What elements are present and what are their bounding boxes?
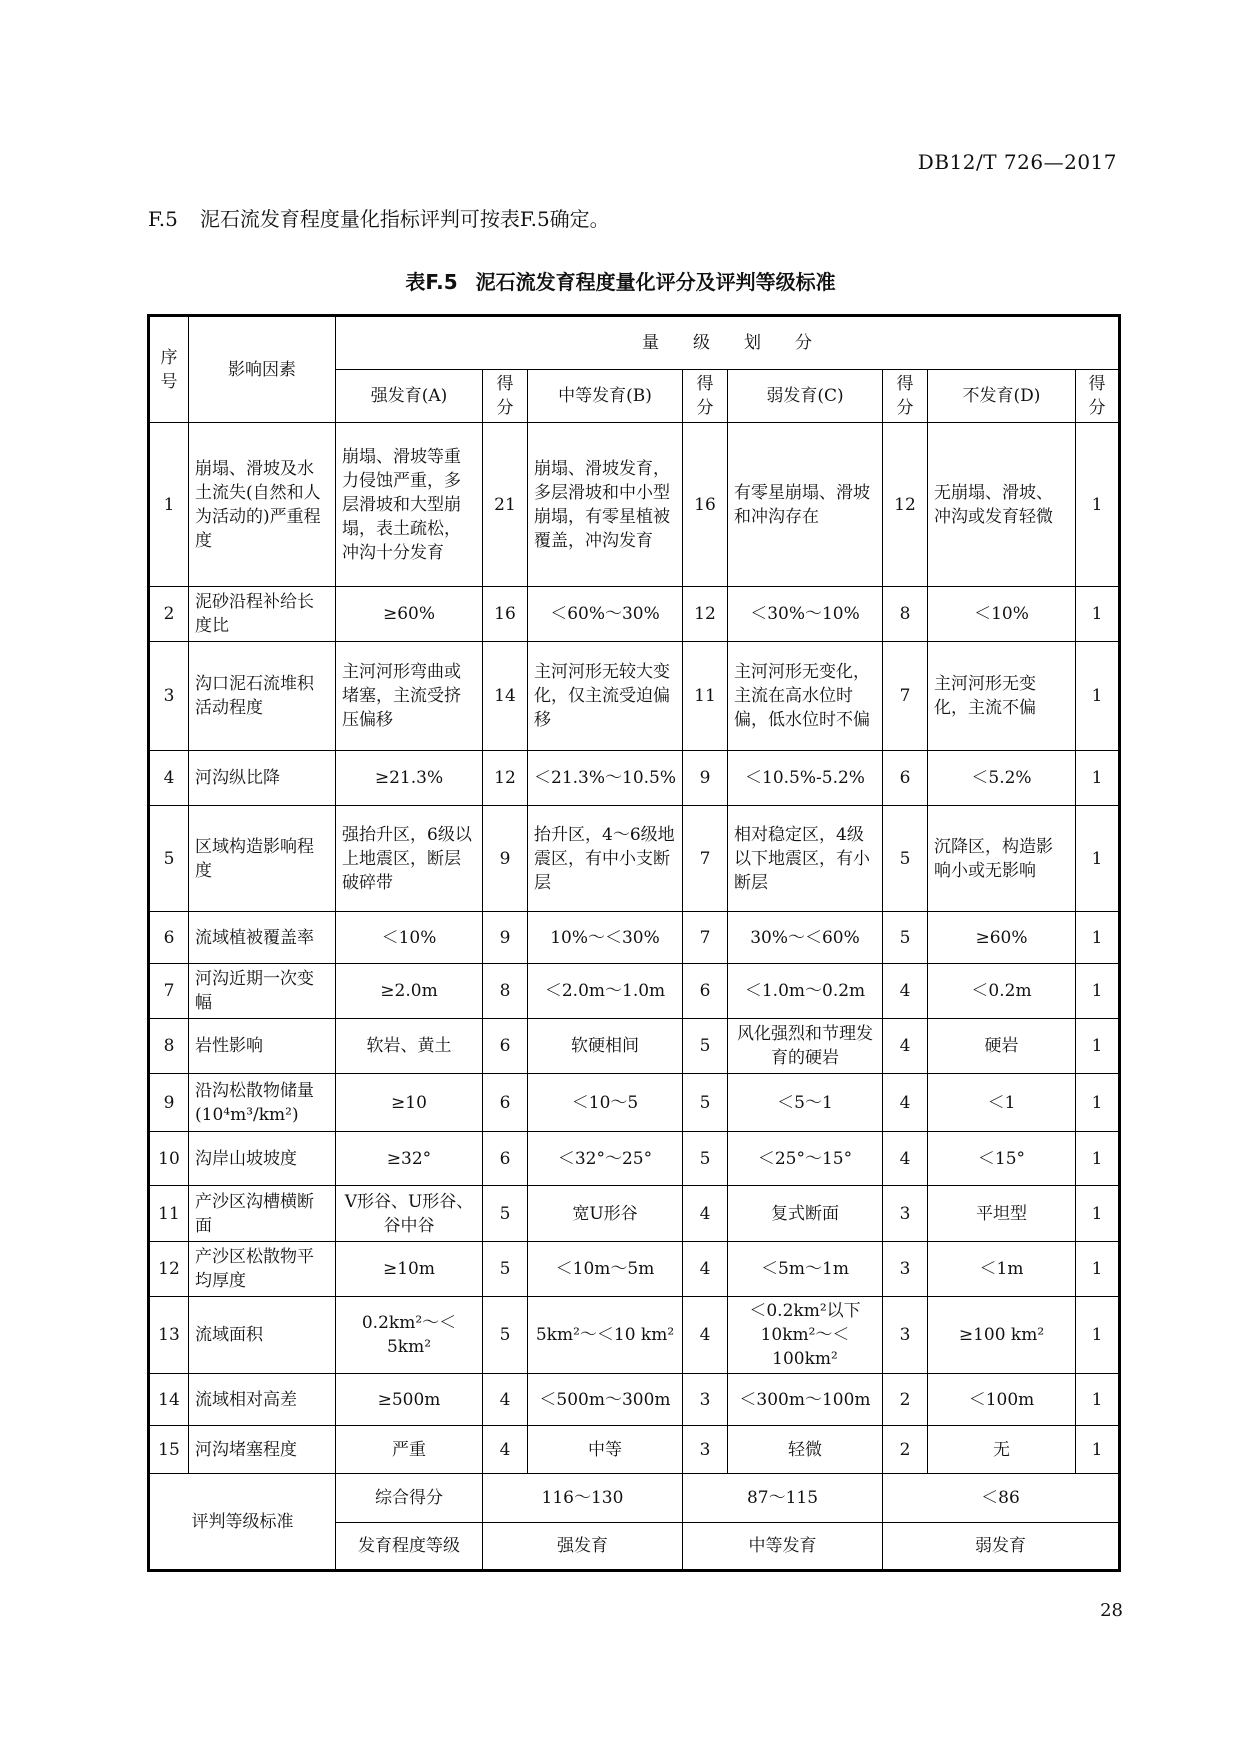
header-score-a: 得分 [483, 370, 528, 423]
row-seq: 14 [149, 1374, 189, 1426]
row-level-a: 软岩、黄土 [336, 1019, 483, 1074]
document-code: DB12/T 726—2017 [917, 150, 1117, 174]
header-level-b: 中等发育(B) [528, 370, 683, 423]
row-level-d: 沉降区，构造影响小或无影响 [928, 806, 1076, 912]
row-level-d: ＜1 [928, 1074, 1076, 1132]
table-row [149, 912, 1120, 964]
row-level-b: ＜32°～25° [528, 1132, 683, 1186]
row-score-c: 5 [883, 806, 928, 912]
intro-paragraph [148, 203, 610, 232]
evaluation-score-row [149, 1474, 1120, 1523]
row-level-a: ≥500m [336, 1374, 483, 1426]
row-score-a: 6 [483, 1132, 528, 1186]
evaluation-score-b: 87～115 [683, 1474, 883, 1523]
row-level-b: 10%～＜30% [528, 912, 683, 964]
table-row [149, 1132, 1120, 1186]
row-level-a: ≥10 [336, 1074, 483, 1132]
row-level-a: ≥32° [336, 1132, 483, 1186]
row-level-d: 平坦型 [928, 1186, 1076, 1242]
row-score-d: 1 [1076, 1132, 1120, 1186]
row-factor: 岩性影响 [189, 1019, 336, 1074]
row-level-d: 硬岩 [928, 1019, 1076, 1074]
header-level-d: 不发育(D) [928, 370, 1076, 423]
row-level-d: ≥100 km² [928, 1297, 1076, 1374]
intro-text: 泥石流发育程度量化指标评判可按表F.5确定。 [199, 207, 610, 231]
table-row [149, 642, 1120, 751]
row-score-d: 1 [1076, 912, 1120, 964]
table-row [149, 587, 1120, 642]
row-seq: 13 [149, 1297, 189, 1374]
header-score-c: 得分 [883, 370, 928, 423]
row-level-c: ＜300m～100m [728, 1374, 883, 1426]
row-level-b: 抬升区，4～6级地震区，有中小支断层 [528, 806, 683, 912]
evaluation-score-label: 综合得分 [336, 1474, 483, 1523]
row-score-c: 8 [883, 587, 928, 642]
row-score-c: 5 [883, 912, 928, 964]
row-factor: 流域植被覆盖率 [189, 912, 336, 964]
row-score-b: 5 [683, 1074, 728, 1132]
row-level-d: ＜100m [928, 1374, 1076, 1426]
row-score-d: 1 [1076, 806, 1120, 912]
row-score-c: 4 [883, 964, 928, 1019]
row-score-a: 9 [483, 806, 528, 912]
row-level-c: ＜30%～10% [728, 587, 883, 642]
row-seq: 7 [149, 964, 189, 1019]
row-score-a: 21 [483, 423, 528, 587]
row-score-b: 9 [683, 751, 728, 806]
table-row [149, 423, 1120, 587]
table-title-text: 泥石流发育程度量化评分及评判等级标准 [475, 270, 836, 294]
row-factor: 河沟近期一次变幅 [189, 964, 336, 1019]
header-grading: 量 级 划 分 [336, 316, 1120, 370]
row-level-b: 软硬相间 [528, 1019, 683, 1074]
row-score-d: 1 [1076, 423, 1120, 587]
row-score-b: 3 [683, 1374, 728, 1426]
row-score-b: 16 [683, 423, 728, 587]
row-score-c: 3 [883, 1297, 928, 1374]
table-row [149, 1374, 1120, 1426]
row-score-b: 12 [683, 587, 728, 642]
row-seq: 6 [149, 912, 189, 964]
row-factor: 产沙区松散物平均厚度 [189, 1242, 336, 1297]
row-level-a: ≥21.3% [336, 751, 483, 806]
grading-table [147, 314, 1121, 1572]
row-level-d: ＜1m [928, 1242, 1076, 1297]
row-score-b: 3 [683, 1426, 728, 1474]
row-score-c: 7 [883, 642, 928, 751]
row-level-d: ＜15° [928, 1132, 1076, 1186]
evaluation-score-a: 116～130 [483, 1474, 683, 1523]
row-level-a: V形谷、U形谷、谷中谷 [336, 1186, 483, 1242]
row-score-a: 5 [483, 1242, 528, 1297]
row-level-c: ＜25°～15° [728, 1132, 883, 1186]
evaluation-grade-c: 弱发育 [883, 1523, 1120, 1571]
row-level-c: 主河河形无变化，主流在高水位时偏，低水位时不偏 [728, 642, 883, 751]
row-seq: 8 [149, 1019, 189, 1074]
row-score-c: 4 [883, 1074, 928, 1132]
row-score-c: 2 [883, 1374, 928, 1426]
row-factor: 河沟堵塞程度 [189, 1426, 336, 1474]
row-level-d: ＜5.2% [928, 751, 1076, 806]
row-level-b: 主河河形无较大变化，仅主流受迫偏移 [528, 642, 683, 751]
row-level-a: ＜10% [336, 912, 483, 964]
row-level-b: 5km²～＜10 km² [528, 1297, 683, 1374]
row-level-d: 无崩塌、滑坡、冲沟或发育轻微 [928, 423, 1076, 587]
row-level-b: ＜60%～30% [528, 587, 683, 642]
row-score-a: 8 [483, 964, 528, 1019]
row-seq: 9 [149, 1074, 189, 1132]
row-level-b: ＜10～5 [528, 1074, 683, 1132]
table-title [0, 266, 1241, 295]
row-score-a: 4 [483, 1374, 528, 1426]
row-level-c: ＜1.0m～0.2m [728, 964, 883, 1019]
row-factor: 河沟纵比降 [189, 751, 336, 806]
row-score-a: 14 [483, 642, 528, 751]
row-score-a: 16 [483, 587, 528, 642]
row-level-a: 严重 [336, 1426, 483, 1474]
evaluation-score-c: ＜86 [883, 1474, 1120, 1523]
row-factor: 流域相对高差 [189, 1374, 336, 1426]
row-score-d: 1 [1076, 1074, 1120, 1132]
evaluation-grade-label: 发育程度等级 [336, 1523, 483, 1571]
row-level-a: ≥2.0m [336, 964, 483, 1019]
row-score-b: 5 [683, 1019, 728, 1074]
row-level-b: 崩塌、滑坡发育，多层滑坡和中小型崩塌，有零星植被覆盖，冲沟发育 [528, 423, 683, 587]
row-level-d: 主河河形无变化，主流不偏 [928, 642, 1076, 751]
row-level-c: ＜0.2km²以下 10km²～＜100km² [728, 1297, 883, 1374]
table-row [149, 1186, 1120, 1242]
row-factor: 泥砂沿程补给长度比 [189, 587, 336, 642]
row-level-a: ≥10m [336, 1242, 483, 1297]
row-level-c: 相对稳定区，4级以下地震区，有小断层 [728, 806, 883, 912]
row-factor: 产沙区沟槽横断面 [189, 1186, 336, 1242]
row-score-b: 7 [683, 806, 728, 912]
table-row [149, 1242, 1120, 1297]
row-level-a: 强抬升区，6级以上地震区，断层破碎带 [336, 806, 483, 912]
row-seq: 10 [149, 1132, 189, 1186]
row-level-b: ＜2.0m～1.0m [528, 964, 683, 1019]
row-factor: 流域面积 [189, 1297, 336, 1374]
header-score-d: 得分 [1076, 370, 1120, 423]
evaluation-grade-b: 中等发育 [683, 1523, 883, 1571]
row-level-b: 宽U形谷 [528, 1186, 683, 1242]
table-row [149, 1297, 1120, 1374]
row-seq: 1 [149, 423, 189, 587]
row-seq: 11 [149, 1186, 189, 1242]
row-score-d: 1 [1076, 1426, 1120, 1474]
row-score-a: 12 [483, 751, 528, 806]
row-factor: 区域构造影响程度 [189, 806, 336, 912]
header-factor: 影响因素 [189, 316, 336, 423]
evaluation-grade-a: 强发育 [483, 1523, 683, 1571]
row-level-a: 0.2km²～＜5km² [336, 1297, 483, 1374]
table-number: 表F.5 [405, 270, 458, 294]
row-score-b: 4 [683, 1297, 728, 1374]
row-level-c: 有零星崩塌、滑坡和冲沟存在 [728, 423, 883, 587]
row-level-c: 复式断面 [728, 1186, 883, 1242]
row-level-c: ＜10.5%-5.2% [728, 751, 883, 806]
row-score-d: 1 [1076, 1242, 1120, 1297]
table-row [149, 964, 1120, 1019]
row-score-d: 1 [1076, 1019, 1120, 1074]
row-level-b: 中等 [528, 1426, 683, 1474]
table-row [149, 1426, 1120, 1474]
row-score-d: 1 [1076, 642, 1120, 751]
row-level-c: 30%～＜60% [728, 912, 883, 964]
row-factor: 沿沟松散物储量(10⁴m³/km²) [189, 1074, 336, 1132]
row-score-d: 1 [1076, 587, 1120, 642]
row-level-d: ≥60% [928, 912, 1076, 964]
row-level-b: ＜10m～5m [528, 1242, 683, 1297]
row-score-d: 1 [1076, 1374, 1120, 1426]
row-score-b: 6 [683, 964, 728, 1019]
row-level-d: ＜0.2m [928, 964, 1076, 1019]
row-level-a: ≥60% [336, 587, 483, 642]
row-factor: 崩塌、滑坡及水土流失(自然和人为活动的)严重程度 [189, 423, 336, 587]
row-seq: 4 [149, 751, 189, 806]
row-seq: 2 [149, 587, 189, 642]
header-seq: 序号 [149, 316, 189, 423]
row-score-a: 6 [483, 1074, 528, 1132]
row-factor: 沟岸山坡坡度 [189, 1132, 336, 1186]
row-score-b: 5 [683, 1132, 728, 1186]
row-score-c: 12 [883, 423, 928, 587]
header-score-b: 得分 [683, 370, 728, 423]
row-seq: 3 [149, 642, 189, 751]
row-level-c: ＜5～1 [728, 1074, 883, 1132]
table-row [149, 1074, 1120, 1132]
row-score-a: 6 [483, 1019, 528, 1074]
intro-number: F.5 [148, 207, 178, 231]
row-score-c: 3 [883, 1186, 928, 1242]
row-score-d: 1 [1076, 964, 1120, 1019]
row-score-b: 7 [683, 912, 728, 964]
row-score-c: 6 [883, 751, 928, 806]
header-row-1 [149, 316, 1120, 370]
evaluation-label: 评判等级标准 [149, 1474, 336, 1571]
row-score-c: 2 [883, 1426, 928, 1474]
header-level-c: 弱发育(C) [728, 370, 883, 423]
row-score-c: 4 [883, 1019, 928, 1074]
row-score-a: 5 [483, 1297, 528, 1374]
row-score-c: 3 [883, 1242, 928, 1297]
row-level-d: 无 [928, 1426, 1076, 1474]
row-level-a: 崩塌、滑坡等重力侵蚀严重，多层滑坡和大型崩塌，表土疏松，冲沟十分发育 [336, 423, 483, 587]
row-score-a: 9 [483, 912, 528, 964]
table-row [149, 751, 1120, 806]
row-score-b: 4 [683, 1186, 728, 1242]
row-level-b: ＜21.3%～10.5% [528, 751, 683, 806]
row-level-c: 风化强烈和节理发育的硬岩 [728, 1019, 883, 1074]
row-level-a: 主河河形弯曲或堵塞，主流受挤压偏移 [336, 642, 483, 751]
row-seq: 15 [149, 1426, 189, 1474]
row-score-c: 4 [883, 1132, 928, 1186]
row-factor: 沟口泥石流堆积活动程度 [189, 642, 336, 751]
row-level-d: ＜10% [928, 587, 1076, 642]
table-row [149, 1019, 1120, 1074]
row-level-c: 轻微 [728, 1426, 883, 1474]
row-score-d: 1 [1076, 1186, 1120, 1242]
row-level-c: ＜5m～1m [728, 1242, 883, 1297]
table-row [149, 806, 1120, 912]
row-score-a: 4 [483, 1426, 528, 1474]
header-level-a: 强发育(A) [336, 370, 483, 423]
row-score-b: 11 [683, 642, 728, 751]
row-score-d: 1 [1076, 751, 1120, 806]
row-score-b: 4 [683, 1242, 728, 1297]
row-score-d: 1 [1076, 1297, 1120, 1374]
row-level-b: ＜500m～300m [528, 1374, 683, 1426]
row-seq: 5 [149, 806, 189, 912]
page-number: 28 [1100, 1600, 1123, 1621]
row-score-a: 5 [483, 1186, 528, 1242]
row-seq: 12 [149, 1242, 189, 1297]
